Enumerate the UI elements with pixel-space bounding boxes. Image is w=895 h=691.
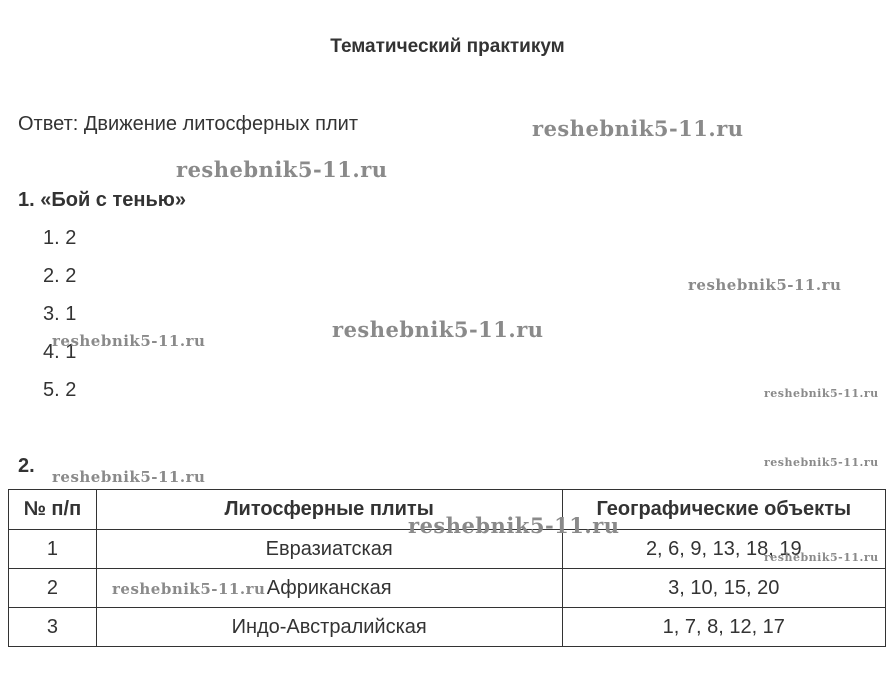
watermark-text: reshebnik5-11.ru (688, 276, 842, 294)
table-row (9, 569, 886, 608)
plate-name-cell: Индо-Австралийская (96, 608, 562, 647)
list-item: 5. 2 (43, 379, 77, 401)
table-row (9, 608, 886, 647)
column-header-number: № п/п (9, 490, 97, 530)
watermark-text: reshebnik5-11.ru (112, 580, 266, 598)
watermark-text: reshebnik5-11.ru (764, 387, 879, 400)
watermark-text: reshebnik5-11.ru (764, 551, 879, 564)
row-number-cell: 3 (9, 608, 97, 647)
geo-objects-cell: 2, 6, 9, 13, 18, 19 (562, 530, 885, 569)
watermark-text: reshebnik5-11.ru (764, 456, 879, 469)
geo-objects-cell: 1, 7, 8, 12, 17 (562, 608, 885, 647)
list-item: 2. 2 (43, 265, 77, 287)
watermark-text: reshebnik5-11.ru (408, 513, 620, 538)
column-header-objects: Географические объекты (562, 490, 885, 530)
list-item: 4. 1 (43, 341, 77, 363)
watermark-text: reshebnik5-11.ru (176, 157, 388, 182)
table-row (9, 530, 886, 569)
row-number-cell: 2 (9, 569, 97, 608)
answer-text: Ответ: Движение литосферных плит (18, 113, 358, 135)
list-item: 3. 1 (43, 303, 77, 325)
page-title: Тематический практикум (330, 36, 565, 57)
column-header-plates: Литосферные плиты (96, 490, 562, 530)
watermark-text: reshebnik5-11.ru (52, 468, 206, 486)
section-1-heading: 1. «Бой с тенью» (18, 189, 186, 211)
row-number-cell: 1 (9, 530, 97, 569)
plate-name-cell: Африканская (96, 569, 562, 608)
list-item: 1. 2 (43, 227, 77, 249)
watermark-text: reshebnik5-11.ru (332, 317, 544, 342)
geo-objects-cell: 3, 10, 15, 20 (562, 569, 885, 608)
section-2-heading: 2. (18, 455, 35, 477)
plate-name-cell: Евразиатская (96, 530, 562, 569)
table-header-row (9, 490, 886, 530)
watermark-text: reshebnik5-11.ru (532, 116, 744, 141)
watermark-text: reshebnik5-11.ru (52, 332, 206, 350)
lithospheric-plates-table (8, 489, 886, 647)
